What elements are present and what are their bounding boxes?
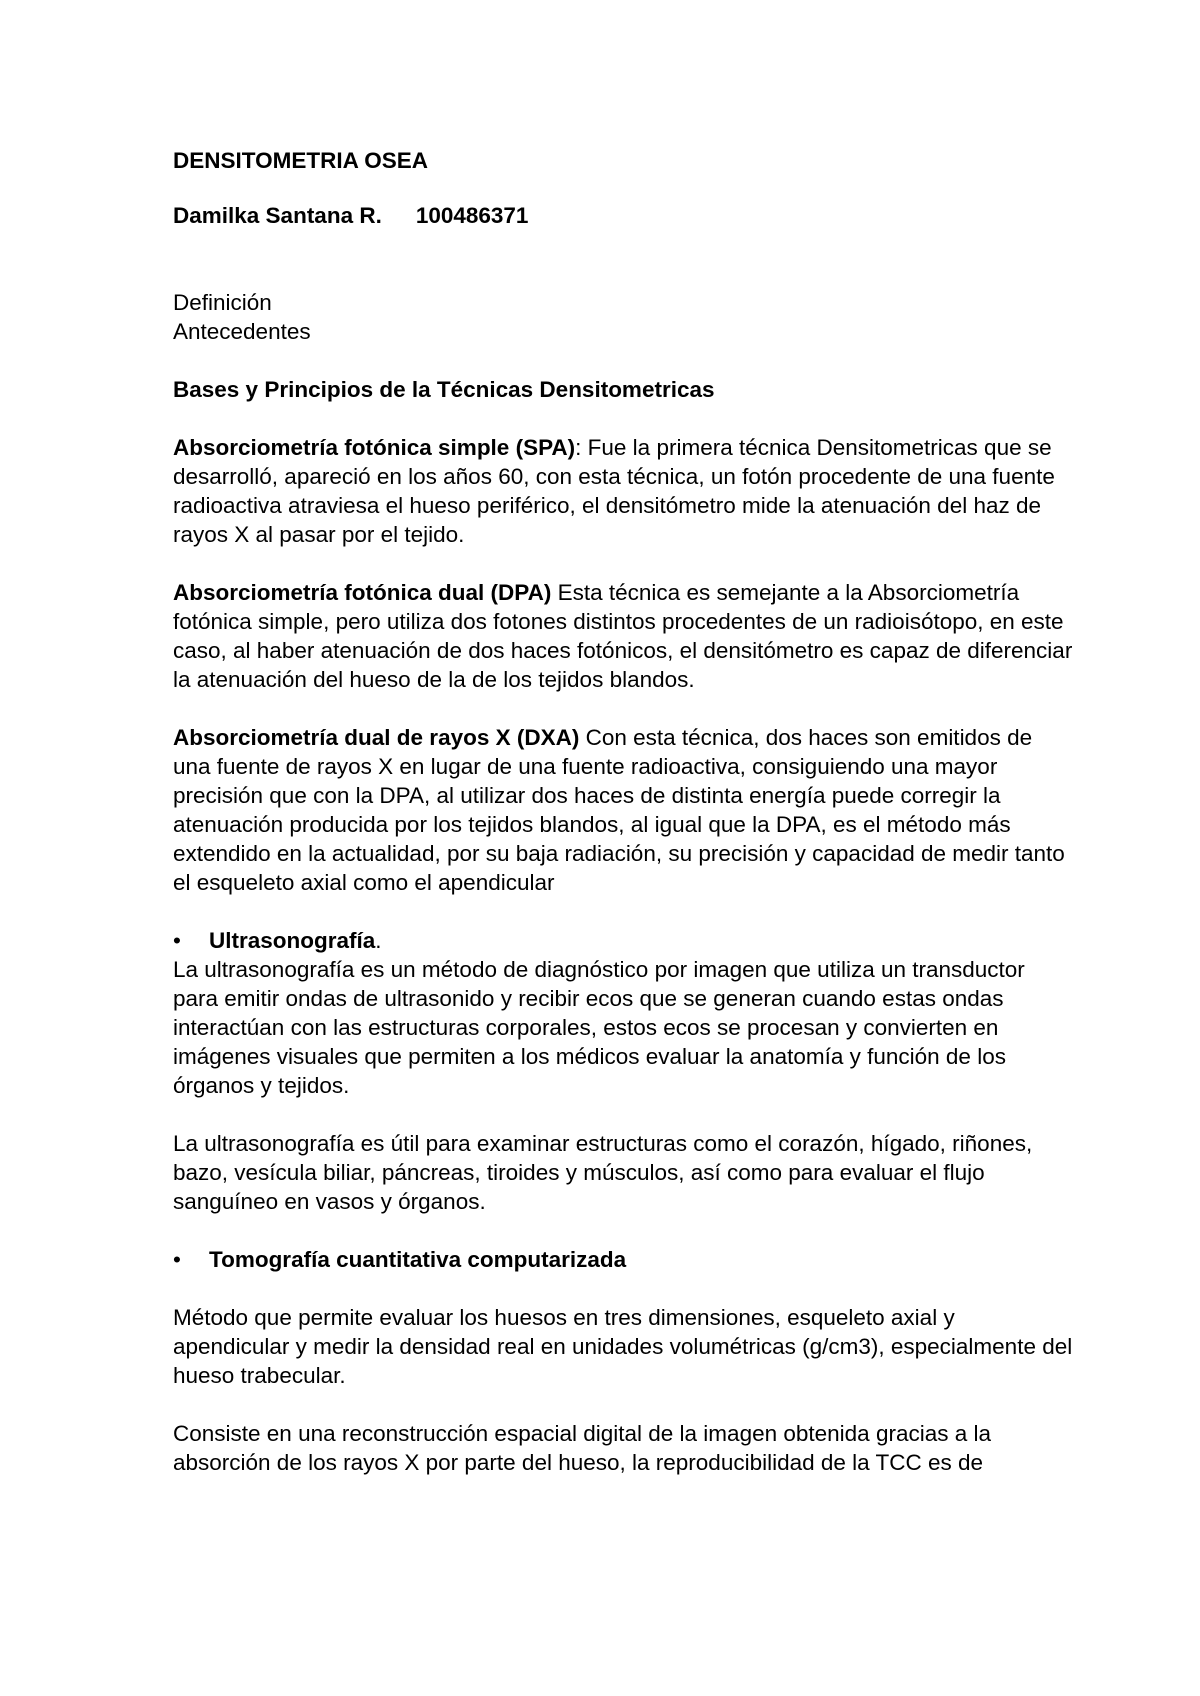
paragraph-qct-1: Método que permite evaluar los huesos en tres dimensiones, esqueleto axial y apendicular y medir la densidad real en unidades volumétricas (g/cm3), especialmente del hueso trabecular. [173,1305,1073,1388]
outline-list [173,288,1073,346]
author-name: Damilka Santana R. [173,203,382,228]
bullet-ultrasonografia [173,926,1073,955]
text-dxa: Con esta técnica, dos haces son emitidos de una fuente de rayos X en lugar de una fuente radioactiva, consiguiendo una mayor precisión que con la DPA, al utilizar dos haces de distinta energía puede corregir la atenuación producida por los tejidos blandos, al igual que la DPA, es el método más extendido en la actualidad, por su baja radiación, su precisión y capacidad de medir tanto el esqueleto axial como el apendicular [173,725,1065,895]
paragraph-dxa [173,723,1073,897]
term-dpa: Absorciometría fotónica dual (DPA) [173,580,552,605]
paragraph-dpa [173,578,1073,694]
author-id: 100486371 [415,203,529,228]
section-heading: Bases y Principios de la Técnicas Densitometricas [173,377,715,402]
bullet-marker: • [173,1247,181,1272]
document-title: DENSITOMETRIA OSEA [173,148,429,173]
bullet-heading-tomografia: Tomografía cuantitativa computarizada [209,1247,627,1272]
paragraph-spa [173,433,1073,549]
outline-item-antecedentes: Antecedentes [173,319,311,344]
text-spa: : Fue la primera técnica Densitometricas que se desarrolló, apareció en los años 60, con esta técnica, un fotón procedente de una fuente radioactiva atraviesa el hueso periférico, el densitómetro mide la atenuación del haz de rayos X al pasar por el tejido. [173,435,1055,547]
bullet-heading-ultrasonografia [209,926,382,955]
paragraph-qct-2: Consiste en una reconstrucción espacial digital de la imagen obtenida gracias a la absorción de los rayos X por parte del hueso, la reproducibilidad de la TCC es de [173,1421,991,1475]
text-dpa: Esta técnica es semejante a la Absorciometría fotónica simple, pero utiliza dos fotones distintos procedentes de un radioisótopo, en este caso, al haber atenuación de dos haces fotónicos, el densitómetro es capaz de diferenciar la atenuación del hueso de la de los tejidos blandos. [173,580,1073,692]
heading-trail: . [375,928,382,953]
paragraph-ultrasound-2: La ultrasonografía es útil para examinar estructuras como el corazón, hígado, riñones, bazo, vesícula biliar, páncreas, tiroides y músculos, así como para evaluar el flujo sanguíneo en vasos y órganos. [173,1131,1033,1214]
outline-item-definicion: Definición [173,290,272,315]
term-dxa: Absorciometría dual de rayos X (DXA) [173,725,580,750]
bullet-marker: • [173,928,181,953]
author-line [173,201,1073,230]
paragraph-ultrasound-1: La ultrasonografía es un método de diagnóstico por imagen que utiliza un transductor para emitir ondas de ultrasonido y recibir ecos que se generan cuando estas ondas interactúan con las estructuras corporales, estos ecos se procesan y convierten en imágenes visuales que permiten a los médicos evaluar la anatomía y función de los órganos y tejidos. [173,957,1025,1098]
document-body [173,146,1073,1477]
heading-text: Ultrasonografía [209,928,376,953]
bullet-tomografia [173,1245,1073,1274]
term-spa: Absorciometría fotónica simple (SPA) [173,435,576,460]
